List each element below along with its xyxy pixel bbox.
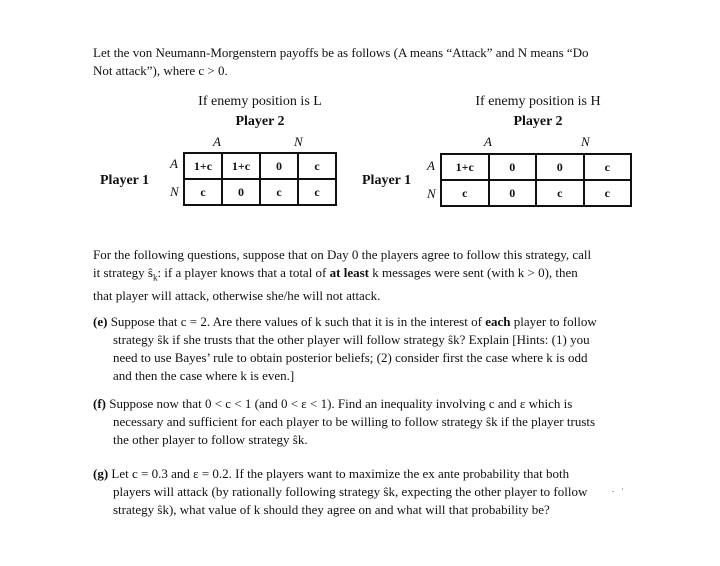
question-e-line-1a: Suppose that c = 2. Are there values of k such that it is in the interest of: [110, 314, 486, 329]
right-payoff-table: [440, 153, 632, 207]
strategy-line-2-a: it strategy ŝ: [93, 265, 153, 280]
left-row-n: [184, 179, 336, 205]
right-row-n: [441, 180, 631, 206]
question-g: [93, 465, 623, 519]
left-row-a: [184, 153, 336, 179]
question-g-tag: (g): [93, 466, 109, 481]
left-cell-nn-p2: c: [298, 179, 336, 205]
strategy-paragraph: [93, 246, 633, 305]
right-cell-an-p1: 0: [536, 154, 584, 180]
question-f-line-2: necessary and sufficient for each player to be willing to follow strategy ŝk if the player trusts: [113, 414, 596, 429]
left-col-label-n: N: [294, 134, 303, 149]
right-row-a: [441, 154, 631, 180]
right-cell-na-p2: 0: [489, 180, 537, 206]
left-cell-an-p1: 0: [260, 153, 298, 179]
question-e: [93, 313, 623, 385]
strategy-line-2-b: : if a player knows that a total of: [157, 265, 330, 280]
question-f-line-3: the other player to follow strategy ŝk.: [113, 432, 308, 447]
intro-line-1: Let the von Neumann-Morgenstern payoffs be as follows (A means “Attack” and N means “Do: [93, 45, 589, 60]
right-cell-an-p2: c: [584, 154, 632, 180]
left-cell-na-p2: 0: [222, 179, 260, 205]
right-cell-nn-p1: c: [536, 180, 584, 206]
right-cell-aa-p1: 1+c: [441, 154, 489, 180]
right-game-row-player: Player 1: [362, 173, 412, 188]
right-row-label-a: A: [427, 158, 435, 173]
left-row-label-a: A: [170, 156, 178, 171]
strategy-line-2-bold: at least: [329, 265, 369, 280]
question-g-line-3: strategy ŝk), what value of k should they agree on and what will that probability be?: [113, 502, 550, 517]
left-cell-aa-p2: 1+c: [222, 153, 260, 179]
question-e-line-1b: each: [485, 314, 511, 329]
left-game-row-player: Player 1: [100, 173, 150, 188]
left-payoff-table: [183, 152, 337, 206]
left-cell-na-p1: c: [184, 179, 222, 205]
question-e-line-1c: player to follow: [510, 314, 597, 329]
left-game-caption: If enemy position is L: [198, 94, 322, 109]
intro-line-2: Not attack”), where c > 0.: [93, 63, 228, 78]
strategy-line-2: it strategy $ŝ_k$: if a player knows that a total of at least k messages were sent (with k > 0), then: [93, 265, 578, 283]
right-col-label-n: N: [581, 134, 590, 149]
right-cell-nn-p2: c: [584, 180, 632, 206]
question-f: [93, 395, 623, 449]
question-g-line-2: players will attack (by rationally following strategy ŝk, expecting the other player to follow: [113, 484, 588, 499]
left-cell-aa-p1: 1+c: [184, 153, 222, 179]
right-cell-aa-p2: 0: [489, 154, 537, 180]
right-cell-na-p1: c: [441, 180, 489, 206]
right-row-label-n: N: [427, 186, 436, 201]
question-e-line-3: need to use Bayes’ rule to obtain posterior beliefs; (2) consider first the case where k is odd: [113, 350, 588, 365]
strategy-line-2-d: k messages were sent (with k > 0), then: [369, 265, 578, 280]
question-f-tag: (f): [93, 396, 106, 411]
right-game-caption: If enemy position is H: [475, 94, 601, 109]
question-e-line-4: and then the case where k is even.]: [113, 368, 295, 383]
left-row-label-n: N: [170, 184, 179, 199]
right-game-col-player: Player 2: [513, 114, 563, 129]
left-cell-nn-p1: c: [260, 179, 298, 205]
intro-paragraph: [93, 44, 653, 80]
scan-artifact-dots: . ·: [612, 484, 624, 494]
left-col-label-a: A: [213, 134, 221, 149]
left-game-col-player: Player 2: [235, 114, 285, 129]
right-col-label-a: A: [484, 134, 492, 149]
strategy-line-3: that player will attack, otherwise she/he will not attack.: [93, 287, 381, 303]
question-e-tag: (e): [93, 314, 108, 329]
left-cell-an-p2: c: [298, 153, 336, 179]
strategy-line-1: For the following questions, suppose that on Day 0 the players agree to follow this strategy, call: [93, 247, 592, 262]
question-g-line-1: Let c = 0.3 and ε = 0.2. If the players want to maximize the ex ante probability that both: [111, 466, 570, 481]
question-f-line-1: Suppose now that 0 < c < 1 (and 0 < ε < 1). Find an inequality involving c and ε which is: [109, 396, 573, 411]
question-e-line-2: strategy ŝk if she trusts that the other player will follow strategy ŝk? Explain [Hints: (1) you: [113, 332, 590, 347]
